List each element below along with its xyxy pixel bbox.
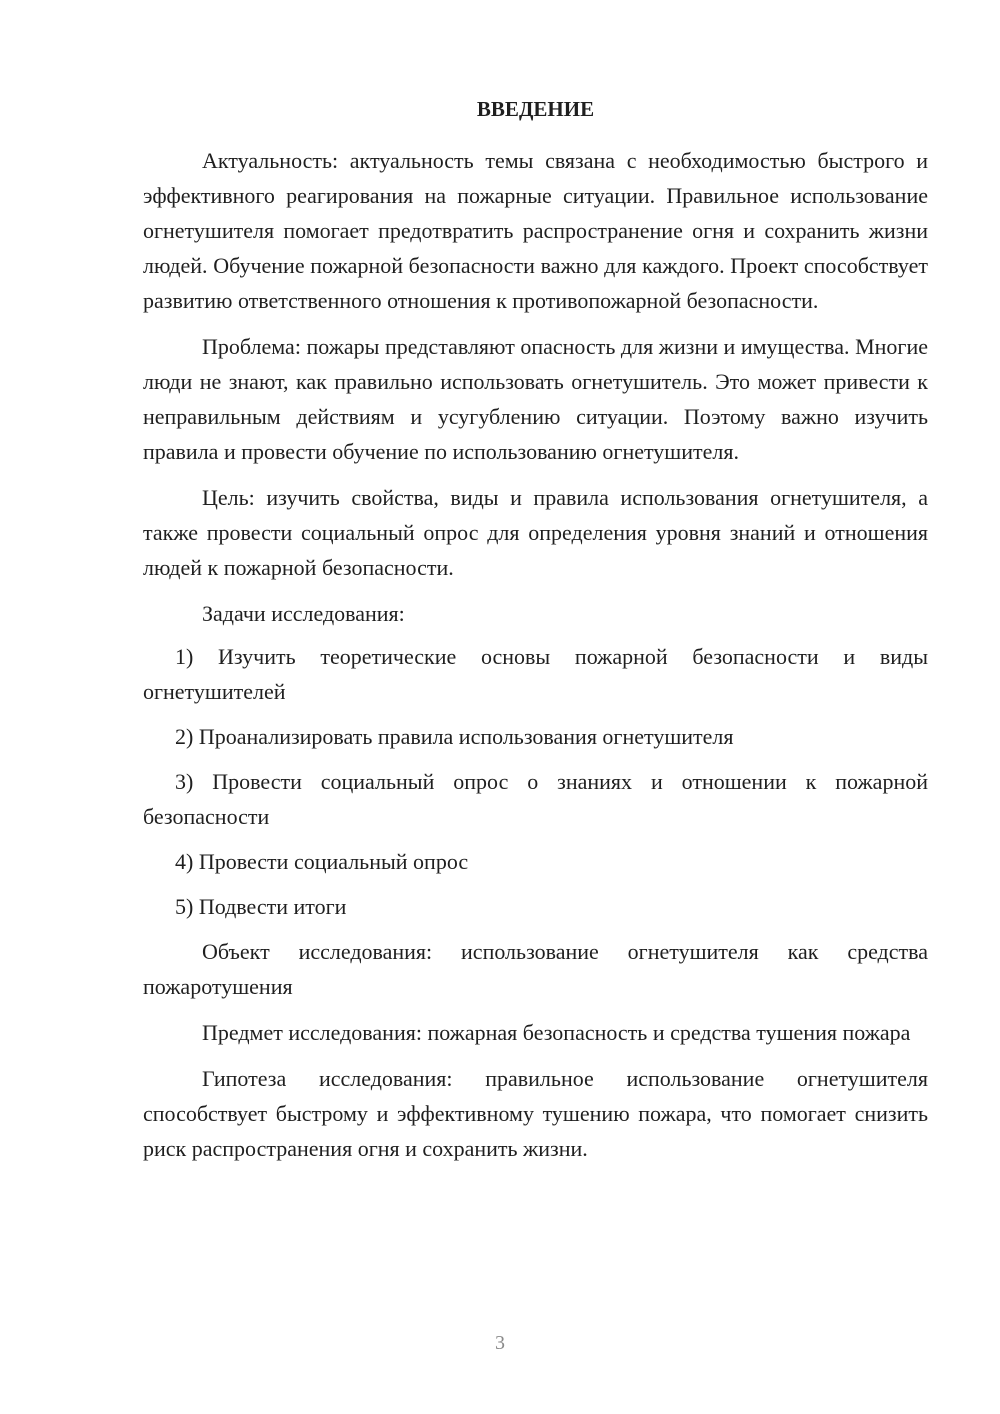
document-page <box>143 92 928 1177</box>
page-number: 3 <box>495 1332 505 1354</box>
task-item-3: 3) Провести социальный опрос о знаниях и отношении к пожарной безопасности <box>143 769 928 829</box>
task-item-2: 2) Проанализировать правила использования огнетушителя <box>175 724 734 749</box>
task-item-5: 5) Подвести итоги <box>175 894 347 919</box>
tasks-heading: Задачи исследования: <box>202 601 405 626</box>
goal-paragraph: Цель: изучить свойства, виды и правила использования огнетушителя, а также провести социальный опрос для определения уровня знаний и отношения людей к пожарной безопасности. <box>143 485 928 580</box>
research-subject-paragraph: Предмет исследования: пожарная безопасность и средства тушения пожара <box>202 1020 911 1045</box>
relevance-paragraph: Актуальность: актуальность темы связана с необходимостью быстрого и эффективного реагирования на пожарные ситуации. Правильное использование огнетушителя помогает предотвратить распространение огня и сохранить жизни людей. Обучение пожарной безопасности важно для каждого. Проект способствует развитию ответственного отношения к противопожарной безопасности. <box>143 148 928 313</box>
research-object-paragraph: Объект исследования: использование огнетушителя как средства пожаротушения <box>143 939 928 999</box>
task-item-4: 4) Провести социальный опрос <box>175 849 469 874</box>
page-title: ВВЕДЕНИЕ <box>476 97 595 121</box>
problem-paragraph: Проблема: пожары представляют опасность для жизни и имущества. Многие люди не знают, как правильно использовать огнетушитель. Это может привести к неправильным действиям и усугублению ситуации. Поэтому важно изучить правила и провести обучение по использованию огнетушителя. <box>143 334 928 464</box>
hypothesis-paragraph: Гипотеза исследования: правильное использование огнетушителя способствует быстрому и эффективному тушению пожара, что помогает снизить риск распространения огня и сохранить жизни. <box>143 1066 928 1161</box>
task-item-1: 1) Изучить теоретические основы пожарной безопасности и виды огнетушителей <box>143 644 928 704</box>
